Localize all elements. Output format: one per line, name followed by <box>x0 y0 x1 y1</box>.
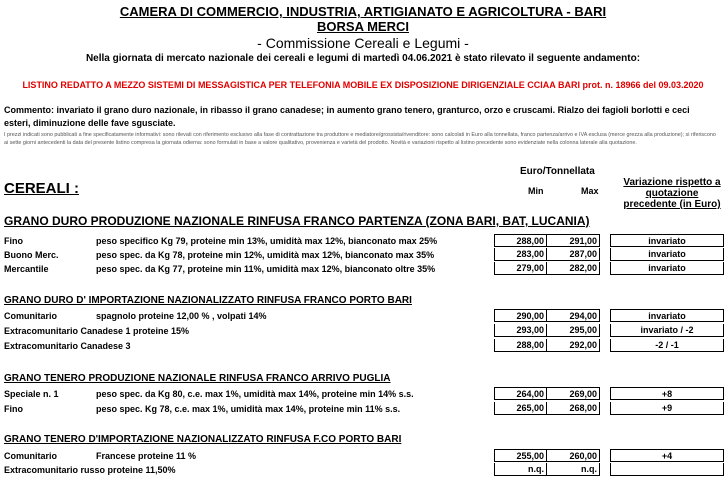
variation-header: Variazione rispetto a quotazione precedente (in Euro) <box>623 177 721 210</box>
borsa-merci-title: BORSA MERCI <box>317 19 409 34</box>
product-name: Comunitario <box>4 311 57 321</box>
table-row <box>0 309 726 323</box>
red-notice: LISTINO REDATTO A MEZZO SISTEMI DI MESSAGISTICA PER TELEFONIA MOBILE EX DISPOSIZIONE DIRIGENZIALE CCIAA BARI prot. n. 18966 del 09.03.2020 <box>22 80 704 90</box>
table-row <box>0 234 726 248</box>
price-min: 279,00 <box>494 262 547 275</box>
price-max: 282,00 <box>547 262 600 275</box>
product-name: Extracomunitario Canadese 1 proteine 15% <box>4 326 190 336</box>
market-comment: Commento: invariato il grano duro nazionale, in ribasso il grano canadese; in aumento grano tenero, granturco, orzo e cruscami. Rialzo dei fagioli borlotti e ceci esteri, diminuzione delle fave sgusciate. <box>4 105 690 128</box>
product-spec: peso spec. Kg 78, c.e. max 1%, umidità max 14%, proteine min 11% s.s. <box>96 404 401 414</box>
product-name: Extracomunitario Canadese 3 <box>4 341 131 351</box>
price-max: 295,00 <box>547 324 600 337</box>
price-min: 288,00 <box>494 339 547 352</box>
table-row <box>0 324 726 338</box>
product-spec: spagnolo proteine 12,00 % , volpati 14% <box>96 311 267 321</box>
table-row <box>0 339 726 353</box>
product-name: Fino <box>4 404 23 414</box>
category-heading: CEREALI : <box>4 180 79 197</box>
price-min: 283,00 <box>494 248 547 261</box>
table-row <box>0 402 726 416</box>
table-row <box>0 387 726 401</box>
price-min: 293,00 <box>494 324 547 337</box>
price-min: 264,00 <box>494 387 547 400</box>
price-variation: invariato <box>610 234 724 247</box>
price-max: 287,00 <box>547 248 600 261</box>
product-spec: peso spec. da Kg 77, proteine min 11%, umidità max 12%, bianconato oltre 35% <box>96 264 436 274</box>
price-max: n.q. <box>547 463 600 476</box>
section-title: GRANO TENERO PRODUZIONE NAZIONALE RINFUSA FRANCO ARRIVO PUGLIA <box>4 373 391 384</box>
product-name: Fino <box>4 236 23 246</box>
product-name: Buono Merc. <box>4 250 59 260</box>
table-row <box>0 463 726 477</box>
price-variation: invariato <box>610 248 724 261</box>
product-spec: peso specifico Kg 79, proteine min 13%, umidità max 12%, bianconato max 25% <box>96 236 438 246</box>
table-row <box>0 248 726 262</box>
price-variation: invariato <box>610 309 724 322</box>
price-variation: +4 <box>610 449 724 462</box>
price-variation: -2 / -1 <box>610 339 724 352</box>
min-header: Min <box>528 186 544 196</box>
section-title: GRANO DURO PRODUZIONE NAZIONALE RINFUSA FRANCO PARTENZA (ZONA BARI, BAT, LUCANIA) <box>4 214 590 228</box>
table-row <box>0 262 726 276</box>
euro-ton-header: Euro/Tonnellata <box>520 166 595 177</box>
price-max: 260,00 <box>547 449 600 462</box>
product-name: Extracomunitario russo proteine 11,50% <box>4 465 176 475</box>
price-variation: +9 <box>610 402 724 415</box>
max-header: Max <box>581 186 599 196</box>
table-row <box>0 449 726 463</box>
price-max: 292,00 <box>547 339 600 352</box>
price-max: 294,00 <box>547 309 600 322</box>
price-max: 291,00 <box>547 234 600 247</box>
price-min: 265,00 <box>494 402 547 415</box>
commission-title: - Commissione Cereali e Legumi - <box>257 35 469 51</box>
price-min: 288,00 <box>494 234 547 247</box>
price-variation <box>610 463 724 476</box>
product-spec: peso spec. da Kg 78, proteine min 12%, umidità max 12%, bianconato max 35% <box>96 250 435 260</box>
price-max: 268,00 <box>547 402 600 415</box>
price-min: 255,00 <box>494 449 547 462</box>
fine-print: I prezzi indicati sono pubblicati a fine specificatamente informativi: sono rilevati con riferimento esclusivo alla fase di contrattazione tra produttore e mediatore/grossista/rivenditore: sono calcolati in Euro alla tonnellata, franco partenza/arrivo e IVA esclusa (merce grezza alla produzione); si riferiscono ai sette giorni antecedenti la data del presente listino compresa la giornata odierna: sono formulati in base a valore qualitativo, provenienza e varietà del prodotto. Novità e variazioni rispetto al listino precedente sono evidenziate nella colonna laterale alla quotazione. <box>4 132 716 146</box>
product-name: Mercantile <box>4 264 49 274</box>
market-date-line: Nella giornata di mercato nazionale dei cereali e legumi di martedì 04.06.2021 è stato rilevato il seguente andamento: <box>85 53 641 64</box>
section-title: GRANO TENERO D'IMPORTAZIONE NAZIONALIZZATO RINFUSA F.CO PORTO BARI <box>4 434 402 445</box>
product-name: Comunitario <box>4 451 57 461</box>
price-variation: invariato <box>610 262 724 275</box>
section-title: GRANO DURO D' IMPORTAZIONE NAZIONALIZZATO RINFUSA FRANCO PORTO BARI <box>4 295 412 306</box>
price-variation: +8 <box>610 387 724 400</box>
price-max: 269,00 <box>547 387 600 400</box>
price-variation: invariato / -2 <box>610 324 724 337</box>
chamber-title: CAMERA DI COMMERCIO, INDUSTRIA, ARTIGIANATO E AGRICOLTURA - BARI <box>119 4 607 19</box>
price-min: n.q. <box>494 463 547 476</box>
product-spec: peso spec. da Kg 80, c.e. max 1%, umidità max 14%, proteine min 14% s.s. <box>96 389 414 399</box>
price-min: 290,00 <box>494 309 547 322</box>
product-name: Speciale n. 1 <box>4 389 59 399</box>
product-spec: Francese proteine 11 % <box>96 451 197 461</box>
